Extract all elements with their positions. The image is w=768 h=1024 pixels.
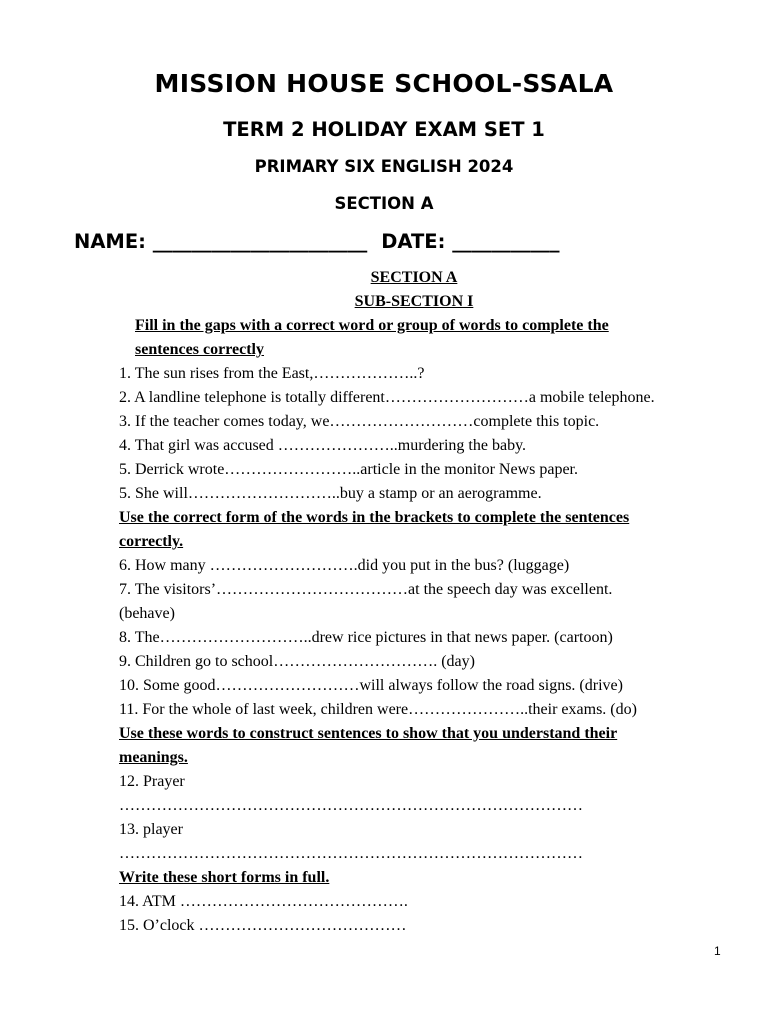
question-item: 14. ATM ……………………………………. <box>119 893 408 910</box>
question-item: 7. The visitors’………………………………at the speech day was excellent. <box>119 581 613 598</box>
page-number: 1 <box>714 944 721 958</box>
question-item: 4. That girl was accused …………………..murdering the baby. <box>119 437 527 454</box>
name-field[interactable]: NAME: ______________________ <box>74 230 368 253</box>
instruction: meanings. <box>119 749 188 766</box>
exam-title: TERM 2 HOLIDAY EXAM SET 1 <box>223 118 545 141</box>
answer-line[interactable]: …………………………………………………………………………… <box>119 797 583 814</box>
instruction: Use the correct form of the words in the brackets to complete the sentences <box>119 509 630 526</box>
subsection-title: SUB-SECTION I <box>354 293 474 310</box>
instruction: Use these words to construct sentences to show that you understand their <box>119 725 618 742</box>
instruction: sentences correctly <box>135 341 264 358</box>
question-item: 10. Some good………………………will always follow the road signs. (drive) <box>119 677 623 694</box>
question-item: 8. The………………………..drew rice pictures in that news paper. (cartoon) <box>119 629 613 646</box>
answer-line[interactable]: …………………………………………………………………………… <box>119 845 583 862</box>
question-item: 9. Children go to school…………………………. (day) <box>119 653 475 670</box>
questions-body <box>0 266 768 938</box>
instruction: Fill in the gaps with a correct word or group of words to complete the <box>135 317 609 334</box>
question-item: 2. A landline telephone is totally different………………………a mobile telephone. <box>119 389 655 406</box>
question-item: (behave) <box>119 605 175 622</box>
question-item: 5. She will………………………..buy a stamp or an aerogramme. <box>119 485 542 502</box>
subject-title: PRIMARY SIX ENGLISH 2024 <box>254 157 514 176</box>
date-field[interactable]: DATE: ___________ <box>381 230 560 253</box>
question-item: 12. Prayer <box>119 773 185 790</box>
school-name: MISSION HOUSE SCHOOL-SSALA <box>154 69 614 98</box>
question-item: 1. The sun rises from the East,………………..? <box>119 365 425 382</box>
instruction: correctly. <box>119 533 184 550</box>
section-title: SECTION A <box>370 269 458 286</box>
question-item: 3. If the teacher comes today, we………………………complete this topic. <box>119 413 600 430</box>
section-heading: SECTION A <box>334 194 434 213</box>
question-item: 13. player <box>119 821 183 838</box>
question-item: 11. For the whole of last week, children were…………………..their exams. (do) <box>119 701 637 718</box>
question-item: 15. O’clock ………………………………… <box>119 917 407 934</box>
instruction: Write these short forms in full. <box>119 869 330 886</box>
question-item: 5. Derrick wrote……………………..article in the monitor News paper. <box>119 461 578 478</box>
question-item: 6. How many ……………………….did you put in the bus? (luggage) <box>119 557 570 574</box>
name-date-row <box>74 230 559 253</box>
